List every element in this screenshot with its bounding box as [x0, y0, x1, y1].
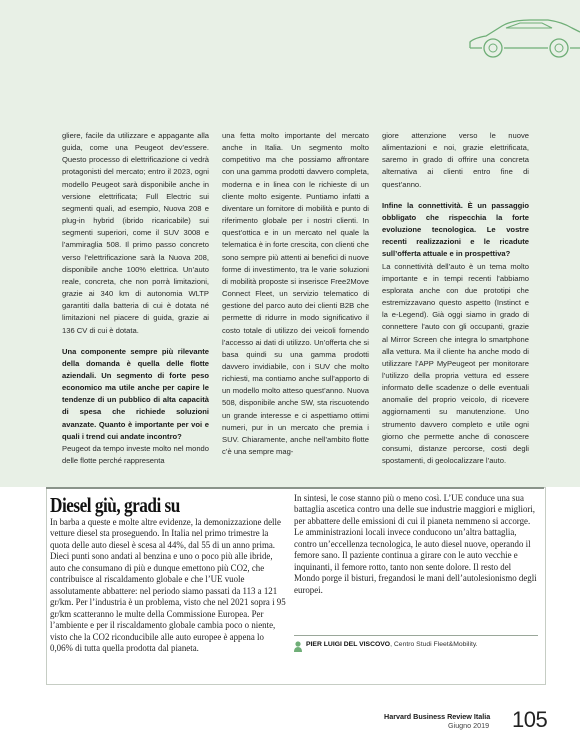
paragraph: La connettività dell’auto è un tema molto importante e in tempi recenti l’abbiamo esplorata anche con due prototipi che estremizzavano questo aspetto (Instinct e la e-Legend). Già oggi siamo in grado di connettere l’auto con gli occupanti, grazie al Mirror Screen che integra lo smartphone alla vettura. Ma il cliente ha anche modo di utilizzare l’APP MyPeugeot per monitorare l’utilizzo della propria vettura ed essere informato delle scadenze o delle eventuali anomalie del proprio veicolo, di ricevere aggiornamenti su manutenzione. Uno strumento davvero completo e utile ogni giorno che permette anche di conoscere consumi, distanze percorse, costi degli spostamenti, di geolocalizzare l’auto. [382, 261, 529, 466]
paragraph: gliere, facile da utilizzare e appagante alla guida, come una Peugeot dev’essere. Questo processo di elettrificazione ci vedrà protagonisti del mercato; entro il 2023, ogni modello Peugeot sarà disponibile anche in versione elettrificata; Full Electric sui segmenti quali, ad esempio, Nuova 208 e plug-in hybrid (ibrido ricaricabile) sui segmenti superiori, come il SUV 3008 e l’ammiraglia 508. Il primo passo concreto verso l’elettrificazione sarà la Nuova 208, disponibile anche 100% elettrica. Un’auto reale, concreta, che non porrà limitazioni, grazie ai 340 km di autonomia WLTP garantiti dalla batteria di cui è dotata né limitazioni nel piacere di guida, grazie ai 136 CV di cui è dotata. [62, 131, 209, 335]
sidebar-title: Diesel giù, gradi su [50, 493, 180, 517]
page-number: 105 [512, 707, 548, 732]
sidebar-top-rule [46, 487, 544, 489]
author-affiliation: , Centro Studi Fleet&Mobility. [390, 641, 478, 648]
car-outline-icon [468, 14, 580, 62]
interview-question: Una componente sempre più rilevante della domanda è quella delle flotte aziendali. Un segmento di forte peso economico ma utile anche per capire le tendenze di un pubblico di alta capacità di spesa che richiede soluzioni avanzate. Quanto è importante per voi e quali i trend cui andate incontro? [62, 346, 209, 441]
paragraph: una fetta molto importante del mercato anche in Italia. Un segmento molto competitivo ma che possiamo affrontare con una gamma prodotti davvero completa, moderna e in linea con le richieste di un cliente molto esigente. Puntiamo infatti a diventare un fornitore di mobilità e punto di riferimento globale per i nostri clienti. In quest’ottica e in un mercato nel quale la telematica è in forte crescita, con clienti che sono sempre più attenti ai benefici di nuove forme di investimento, tra le varie soluzioni di mobilità proposte si inserisce Free2Move Connect Fleet, un servizio telematico di gestione del parco auto dei clienti B2B che permette di ridurre in modo significativo il costo totale di utilizzo dei veicoli fornendo l’accesso ai dati di utilizzo. Un’offerta che si basa quindi su una gamma prodotti davvero invidiabile, con i SUV che molto richiesti, ma contiamo anche sull’apporto di un modello molto atteso quest’anno. Nuova 508, disponibile anche SW, sta riscuotendo un grande interesse e ci aspettiamo ottimi numeri, pur in un mercato che premia i SUV. Chiaramente, anche nell’ambito flotte c’è una sempre mag- [222, 131, 369, 457]
author-avatar-icon [294, 641, 302, 652]
author-credit [306, 640, 538, 650]
article-column-2 [222, 130, 369, 467]
article-column-1 [62, 130, 209, 476]
author-name: PIER LUIGI DEL VISCOVO [306, 641, 391, 648]
paragraph: giore attenzione verso le nuove alimentazioni e noi, grazie elettrificata, saremo in grado di offrire una concreta alternativa ai clienti entro fine di quest’anno. [382, 131, 529, 189]
sidebar-right-text: In sintesi, le cose stanno più o meno così. L’UE conduce una sua battaglia ascetica contro una delle sue industrie maggiori e migliori, per abbattere delle emissioni di cui il pianeta nemmeno si accorge. Le amministrazioni locali invece conducono un’altra battaglia, contro un’eccellenza tecnologica, le auto diesel nuove, operando il femore sano. Il paziente continua a girare con le auto vecchie e inquinanti, il femore rotto, tanto non sente dolore. Il resto del Mondo porge il bisturi, fregandosi le mani dell’autolesionismo degli europei. [294, 493, 537, 595]
magazine-name: Harvard Business Review Italia [384, 712, 491, 721]
paragraph: Peugeot da tempo investe molto nel mondo delle flotte perché rappresenta [62, 443, 209, 466]
interview-question: Infine la connettività. È un passaggio obbligato che rispecchia la forte evoluzione tecnologica. Le vostre recenti realizzazioni e le ricadute sull’offerta attuale e in prospettiva? [382, 200, 529, 259]
sidebar-left-text: In barba a queste e molte altre evidenze, la demonizzazione delle vetture diesel sta proseguendo. In Italia nel primo trimestre la quota delle auto diesel è scesa al 44%, dal 55 di un anno prima. Dieci punti sono andati al benzina e uno o poco più alle ibride, auto che consumano di più e dunque emettono più CO2, che contribuisce al riscaldamento globale e che l’UE vuole assolutamente abbattere: nel periodo siamo passati da 113 a 121 gr/km. Per l’industria è un problema, visto che nel 2021 sopra i 95 gr/km scatteranno le multe della Commissione Europea. Per l’ambiente e per il riscaldamento globale cambia poco o niente, visto che la CO2 riconducibile alle auto europee è appena lo 0,06% di tutta quella prodotta dal pianeta. [50, 517, 286, 653]
article-column-3 [382, 130, 529, 476]
issue-date: Giugno 2019 [448, 721, 490, 730]
author-divider [294, 635, 538, 636]
